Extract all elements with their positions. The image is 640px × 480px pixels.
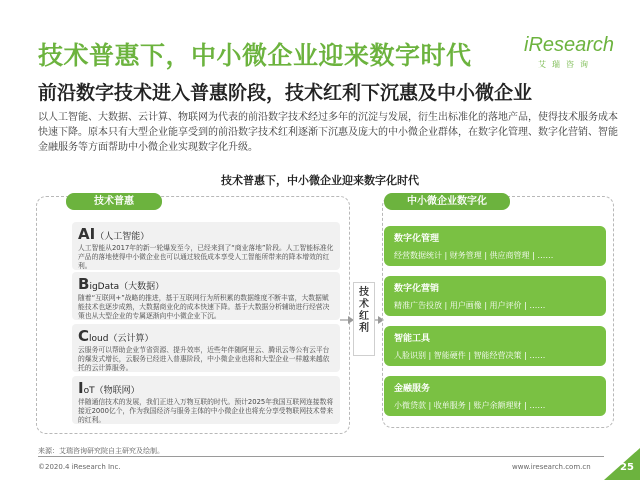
field-items: 经营数据统计 | 财务管理 | 供应商管理 | …… xyxy=(394,251,554,260)
tech-card-cloud xyxy=(72,324,340,372)
arrow-right-icon xyxy=(340,314,354,326)
intro-paragraph: 以人工智能、大数据、云计算、物联网为代表的前沿数字技术经过多年的沉淀与发展，衍生出标准化的落地产品，使得技术服务成本快速下降。原本只有大型企业能享受到的前沿数字技术红利逐渐下沉惠及庞大的中小微企业群体，在数字化管理、数字化营销、智能金融服务等方面帮助中小微企业实现数字化升级。 xyxy=(38,112,618,153)
tech-name: Cloud（云计算） xyxy=(78,327,154,345)
logo-mark: iResearch xyxy=(524,34,615,56)
field-items: 小微贷款 | 收单服务 | 账户余额理财 | …… xyxy=(394,401,546,410)
field-name: 金融服务 xyxy=(394,384,431,394)
tech-panel-header: 技术普惠 xyxy=(66,193,162,210)
logo-sub: 艾瑞咨询 xyxy=(538,60,594,69)
sme-digital-header: 中小微企业数字化 xyxy=(384,193,510,210)
tech-card-ai xyxy=(72,222,340,270)
field-items: 人脸识别 | 智能硬件 | 智能经营决策 | …… xyxy=(394,351,546,360)
tech-desc: 云服务可以帮助企业节省资源、提升效率，近些年伴随阿里云、腾讯云等公有云平台的爆发式增长，云服务已经进入普惠阶段，中小微企业也将和大型企业一样越来越依托的云计算服务。 xyxy=(78,346,330,372)
tech-name: AI（人工智能） xyxy=(78,225,150,243)
field-name: 数字化营销 xyxy=(394,284,440,294)
website: www.iresearch.com.cn xyxy=(512,463,591,471)
tech-name: BigData（大数据） xyxy=(78,275,165,293)
tech-dividend-label: 技 术 红 利 xyxy=(353,282,375,356)
diagram-title: 技术普惠下，中小微企业迎来数字化时代 xyxy=(221,174,419,187)
page-title: 技术普惠下，中小微企业迎来数字时代 xyxy=(38,41,472,70)
iresearch-logo xyxy=(524,34,615,74)
field-card-management xyxy=(384,226,606,266)
field-card-finance xyxy=(384,376,606,416)
footer-divider xyxy=(38,456,604,457)
field-card-marketing xyxy=(384,276,606,316)
tech-card-iot xyxy=(72,376,340,424)
tech-desc: 伴随通信技术的发展，我们正进入万物互联的时代。预计2025年我国互联网连接数将接近2000亿个，作为我国经济与服务主体的中小微企业也将充分享受物联网技术带来的红利。 xyxy=(78,398,334,424)
field-card-smart-tools xyxy=(384,326,606,366)
page-subtitle: 前沿数字技术进入普惠阶段，技术红利下沉惠及中小微企业 xyxy=(38,82,533,104)
tech-desc: 随着“互联网+”战略的推进，基于互联网行为所积累的数据维度不断丰富，大数据赋能技术也逐步成熟，大数据商业化的成本快速下降。基于大数据分析辅助进行经营决策也从大型企业的专属逐渐向中小微企业下沉。 xyxy=(78,294,330,320)
field-items: 精准广告投放 | 用户画像 | 用户评价 | …… xyxy=(394,301,546,310)
page-number: 25 xyxy=(620,462,634,473)
tech-name: IoT（物联网） xyxy=(78,379,140,397)
field-name: 数字化管理 xyxy=(394,234,440,244)
field-name: 智能工具 xyxy=(394,334,431,344)
tech-card-bigdata xyxy=(72,272,340,320)
tech-desc: 人工智能从2017年的新一轮爆发至今，已经来到了“商业落地”阶段。人工智能标准化产品的落地使得中小微企业也可以通过较低成本享受人工智能所带来的降本增效的红利。 xyxy=(78,244,334,270)
source-note: 来源：艾瑞咨询研究院自主研究及绘制。 xyxy=(38,447,164,455)
copyright: ©2020.4 iResearch Inc. xyxy=(38,463,121,471)
